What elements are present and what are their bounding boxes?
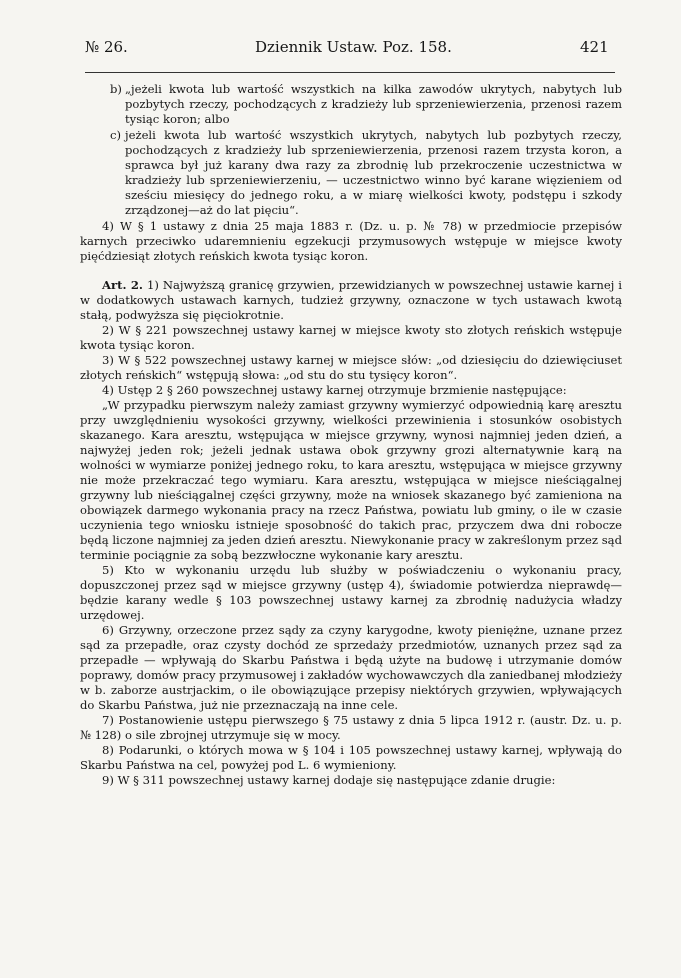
art2-paragraph-1: [80, 278, 622, 323]
page-body: [80, 82, 622, 788]
art2-paragraph-2: 2) W § 221 powszechnej ustawy karnej w miejsce kwoty sto złotych reńskich wstępuje kwota tysiąc koron.: [80, 323, 622, 352]
article-label: Art. 2.: [102, 278, 143, 292]
art2-paragraph-6: 6) Grzywny, orzeczone przez sądy za czyny karygodne, kwoty pieniężne, uznane przez sąd za przepadłe, oraz czysty dochód ze sprzedaży przedmiotów, uznanych przez sąd za przepadłe — wpływają do Skarbu Państwa i będą użyte na budowę i utrzymanie domów poprawy, domów pracy przymusowej i zakładów wychowawczych dla zaniedbanej młodzieży w b. zaborze austrjackim, o ile obowiązujące przepisy niektórych grzywien, wpływających do Skarbu Państwa, już nie przeznaczają na inne cele.: [80, 623, 622, 712]
art2-quote: „W przypadku pierwszym należy zamiast grzywny wymierzyć odpowiednią karę aresztu przy uwzględnieniu wysokości grzywny, wielkości przewinienia i stosunków osobistych skazanego. Kara aresztu, wstępująca w miejsce grzywny, wynosi najmniej jeden dzień, a najwyżej jeden rok; jeżeli jednak ustawa obok grzywny grozi alternatywnie karą na wolności w wymiarze poniżej jednego roku, to kara aresztu, wstępująca w miejsce grzywny nie może przekraczać tego wymiaru. Kara aresztu, wstępująca w miejsce nieściągalnej grzywny lub nieściągalnej części grzywny, może na wniosek skazanego być zamieniona na obowiązek darmego wykonania pracy na rzecz Państwa, powiatu lub gminy, o ile w czasie uczynienia tego wniosku istnieje sposobność do takich prac, przyczem dwa dni robocze będą liczone najmniej za jeden dzień aresztu. Niewykonanie pracy w zakreślonym przez sąd terminie pociągnie za sobą bezzwłoczne wykonanie kary aresztu.: [80, 398, 622, 562]
art2-paragraph-8: 8) Podarunki, o których mowa w § 104 i 105 powszechnej ustawy karnej, wpływają do Skarbu Państwa na cel, powyżej pod L. 6 wymieniony.: [80, 743, 622, 772]
issue-number: № 26.: [85, 38, 128, 56]
page-header: [0, 30, 681, 60]
header-rule: [85, 72, 615, 73]
list-item: [80, 128, 622, 218]
list-item-text: jeżeli kwota lub wartość wszystkich ukrytych, nabytych lub pozbytych rzeczy, pochodzących z kradzieży lub sprzeniewierzenia, przenosi razem trzysta koron, a sprawca był już karany dwa razy za zbrodnię lub przekroczenie uczestnictwa w kradzieży lub sprzeniewierzeniu, — uczestnictwo winno być karane więzieniem od sześciu miesięcy do jednego roku, a w miarę wielkości kwoty, podstępu i szkody zrządzonej—aż do lat pięciu“.: [125, 128, 622, 217]
art2-paragraph-5: 5) Kto w wykonaniu urzędu lub służby w poświadczeniu o wykonaniu pracy, dopuszczonej przez sąd w miejsce grzywny (ustęp 4), świadomie potwierdza nieprawdę—będzie karany wedle § 103 powszechnej ustawy karnej za zbrodnię nadużycia władzy urzędowej.: [80, 563, 622, 622]
art2-paragraph-3: 3) W § 522 powszechnej ustawy karnej w miejsce słów: „od dziesięciu do dziewięciuset złotych reńskich“ wstępują słowa: „od stu do stu tysięcy koron“.: [80, 353, 622, 382]
list-item-text: „jeżeli kwota lub wartość wszystkich na kilka zawodów ukrytych, nabytych lub pozbytych rzeczy, pochodzących z kradzieży lub sprzeniewierzenia, przenosi razem tysiąc koron; albo: [125, 82, 622, 126]
publication-title: Dziennik Ustaw. Poz. 158.: [255, 38, 452, 56]
art2-paragraph-9: 9) W § 311 powszechnej ustawy karnej dodaje się następujące zdanie drugie:: [102, 773, 556, 787]
list-marker: c): [110, 128, 122, 142]
art2-paragraph-7: 7) Postanowienie ustępu pierwszego § 75 ustawy z dnia 5 lipca 1912 r. (austr. Dz. u. p. № 128) o sile zbrojnej utrzymuje się w mocy.: [80, 713, 622, 742]
art2-p1-text: 1) Najwyższą granicę grzywien, przewidzianych w powszechnej ustawie karnej i w dodatkowych ustawach karnych, tudzież grzywny, oznaczone w tych ustawach kwotą stałą, podwyższa się pięciokrotnie.: [80, 278, 623, 322]
list-marker: b): [110, 82, 122, 96]
page-number: 421: [580, 38, 609, 56]
paragraph-4: 4) W § 1 ustawy z dnia 25 maja 1883 r. (Dz. u. p. № 78) w przedmiocie przepisów karnych przeciwko udaremnieniu egzekucji przymusowych wstępuje w miejsce kwoty pięćdziesiąt złotych reńskich kwota tysiąc koron.: [80, 219, 622, 263]
art2-paragraph-4: 4) Ustęp 2 § 260 powszechnej ustawy karnej otrzymuje brzmienie następujące:: [102, 383, 567, 397]
list-item: [80, 82, 622, 127]
